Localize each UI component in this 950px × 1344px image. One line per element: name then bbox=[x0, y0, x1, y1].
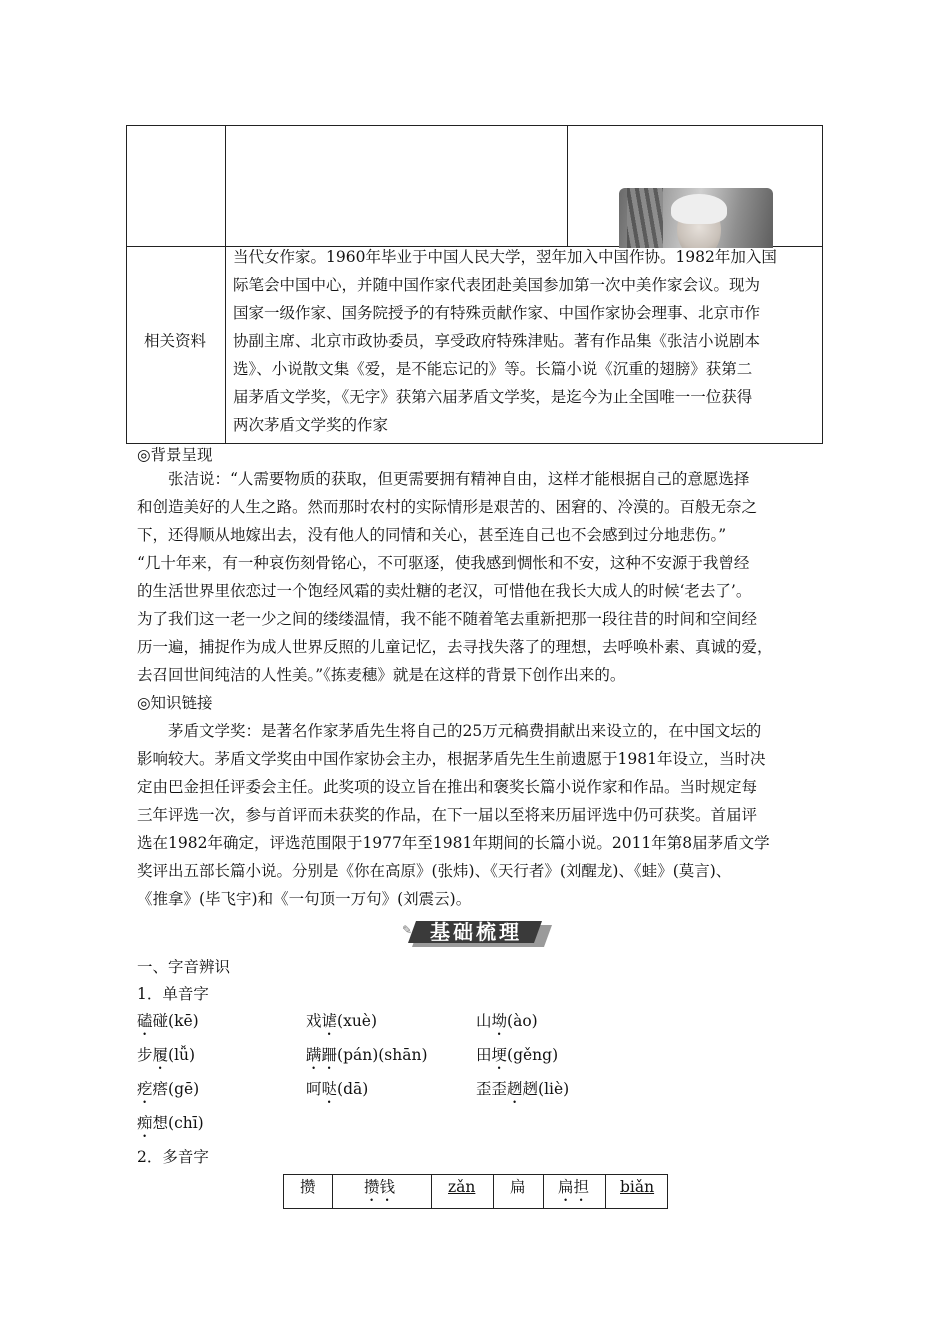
table-divider bbox=[493, 1174, 494, 1209]
table-cell: 扁 bbox=[510, 1178, 526, 1196]
table-divider bbox=[332, 1174, 333, 1209]
table-cell: 攒 bbox=[300, 1178, 316, 1196]
single-item: 蹒跚(pán)(shān) bbox=[306, 1046, 428, 1064]
table-divider bbox=[543, 1174, 544, 1209]
multi-heading: 2．多音字 bbox=[137, 1148, 209, 1166]
ziyin-heading: 一、字音辨识 bbox=[137, 958, 231, 976]
table-divider bbox=[567, 125, 568, 247]
single-item: 歪歪趔趔(liè) bbox=[476, 1080, 570, 1098]
single-item: 步履(lǚ) bbox=[137, 1046, 196, 1064]
single-item: 疙瘩(gē) bbox=[137, 1080, 200, 1098]
table-divider bbox=[605, 1174, 606, 1209]
single-heading: 1．单音字 bbox=[137, 985, 209, 1003]
knowledge-text: 茅盾文学奖：是著名作家茅盾先生将自己的25万元稿费捐献出来设立的，在中国文坛的 影响较大。茅盾文学奖由中国作家协会主办，根据茅盾先生生前遗愿于1981年设立，当时决 定由巴金担任评委会主任。此奖项的设立旨在推出和褒奖长篇小说作家和作品。当时规定每 三年评选一次，参与首评而未获奖的作品，在下一届以至将来历届评选中仍可获奖。首届评 选在1982年确定，评选范围限于1977年至1981年期间的长篇小说。2011年第8届茅盾文学 奖评出五部长篇小说。分别是《你在高原》(张炜)、《天行者》(刘醒龙)、《蛙》(莫言)、 《推拿》(毕飞宇)和《一句顶一万句》(刘震云)。 bbox=[137, 722, 770, 908]
table-cell: 攒钱 bbox=[364, 1178, 396, 1196]
banner-title: 基础梳理 bbox=[430, 920, 522, 944]
background-heading: ◎背景呈现 bbox=[137, 446, 213, 464]
single-item: 磕碰(kē) bbox=[137, 1012, 199, 1030]
author-photo bbox=[619, 188, 773, 248]
single-item: 山坳(ào) bbox=[476, 1012, 538, 1030]
single-item: 戏谑(xuè) bbox=[306, 1012, 378, 1030]
background-text: 张洁说：“人需要物质的获取，但更需要拥有精神自由，这样才能根据自己的意愿选择 和创造美好的人生之路。然而那时农村的实际情形是艰苦的、困窘的、冷漠的。百般无奈之 下，还得顺从地嫁出去，没有他人的同情和关心，甚至连自己也不会感到过分地悲伤。” “几十年来，有一种哀伤刻骨铭心，不可驱逐，使我感到惆怅和不安，这种不安源于我曾经 的生活世界里依恋过一个饱经风霜的卖灶糖的老汉，可惜他在我长大成人的时候‘老去了’。 为了我们这一老一少之间的缕缕温情，我不能不随着笔去重新把那一段往昔的时间和空间经 历一遍，捕捉作为成人世界反照的儿童记忆，去寻找失落了的理想，去呼唤朴素、真诚的爱， 去召回世间纯洁的人性美。”《拣麦穗》就是在这样的背景下创作出来的。 bbox=[137, 470, 773, 684]
single-item: 呵哒(dā) bbox=[306, 1080, 369, 1098]
polyphone-table bbox=[283, 1174, 668, 1209]
table-cell: biǎn bbox=[620, 1178, 655, 1196]
single-item: 痴想(chī) bbox=[137, 1114, 204, 1132]
knowledge-heading: ◎知识链接 bbox=[137, 694, 213, 712]
table-cell: 扁担 bbox=[558, 1178, 590, 1196]
pencil-icon: ✎ bbox=[402, 923, 413, 937]
table-divider bbox=[431, 1174, 432, 1209]
table-cell: zǎn bbox=[448, 1178, 476, 1196]
row-label: 相关资料 bbox=[144, 332, 207, 350]
section-banner bbox=[402, 917, 550, 947]
table-divider bbox=[225, 125, 226, 444]
bio-text: 当代女作家。1960年毕业于中国人民大学，翌年加入中国作协。1982年加入国 际笔会中国中心，并随中国作家代表团赴美国参加第一次中美作家会议。现为 国家一级作家、国务院授予的有特殊贡献作家、中国作家协会理事、北京市作 协副主席、北京市政协委员，享受政府特殊津贴。著有作品集《张洁小说剧本 选》、小说散文集《爱，是不能忘记的》等。长篇小说《沉重的翅膀》获第二 届茅盾文学奖，《无字》获第六届茅盾文学奖，是迄今为止全国唯一一位获得 两次茅盾文学奖的作家 bbox=[233, 248, 777, 434]
single-item: 田埂(gěng) bbox=[476, 1046, 559, 1064]
